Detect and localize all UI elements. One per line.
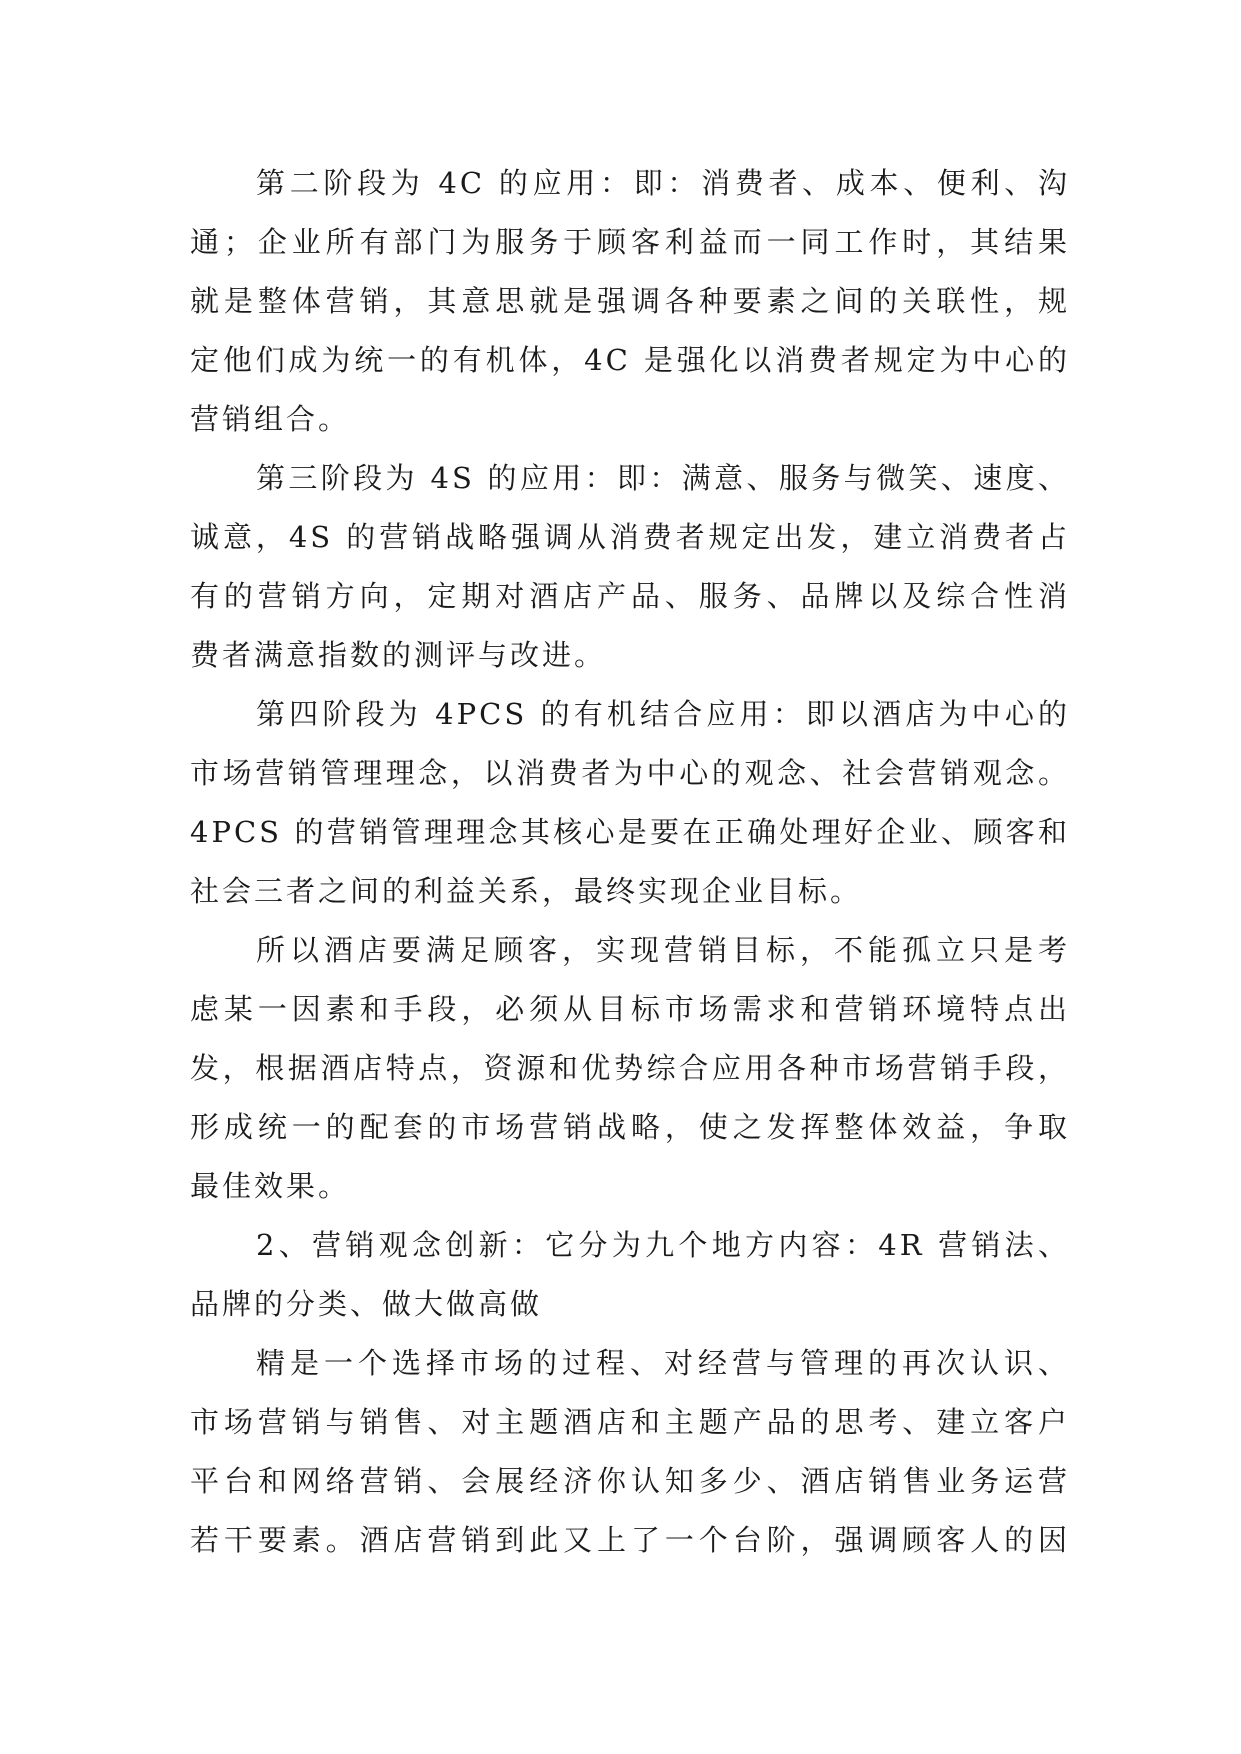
text-line: 4PCS 的营销管理理念其核心是要在正确处理好企业、顾客和 (190, 815, 1070, 849)
text-line: 若干要素。酒店营销到此又上了一个台阶，强调顾客人的因 (190, 1523, 1070, 1557)
paragraph-4c-stage (190, 154, 1070, 449)
text-line: 形成统一的配套的市场营销战略，使之发挥整体效益，争取 (190, 1110, 1070, 1144)
text-line: 虑某一因素和手段，必须从目标市场需求和营销环境特点出 (190, 992, 1070, 1026)
paragraph-marketing-innovation (190, 1216, 1070, 1334)
text-line: 平台和网络营销、会展经济你认知多少、酒店销售业务运营 (190, 1464, 1070, 1498)
body-text (190, 154, 1070, 1570)
paragraph-4s-stage (190, 449, 1070, 685)
text-line: 精是一个选择市场的过程、对经营与管理的再次认识、 (256, 1346, 1070, 1380)
text-line: 定他们成为统一的有机体，4C 是强化以消费者规定为中心的 (190, 343, 1070, 377)
text-line: 第二阶段为 4C 的应用：即：消费者、成本、便利、沟 (256, 166, 1070, 200)
text-line: 最佳效果。 (190, 1169, 351, 1203)
text-line: 所以酒店要满足顾客，实现营销目标，不能孤立只是考 (256, 933, 1070, 967)
text-line: 品牌的分类、做大做高做 (190, 1287, 543, 1321)
text-line: 就是整体营销，其意思就是强调各种要素之间的关联性，规 (190, 284, 1070, 318)
text-line: 营销组合。 (190, 402, 351, 436)
text-line: 发，根据酒店特点，资源和优势综合应用各种市场营销手段， (190, 1051, 1070, 1085)
text-line: 诚意，4S 的营销战略强调从消费者规定出发，建立消费者占 (190, 520, 1070, 554)
paragraph-market-selection (190, 1334, 1070, 1570)
text-line: 第三阶段为 4S 的应用：即：满意、服务与微笑、速度、 (256, 461, 1070, 495)
text-line: 市场营销与销售、对主题酒店和主题产品的思考、建立客户 (190, 1405, 1070, 1439)
text-line: 费者满意指数的测评与改进。 (190, 638, 607, 672)
paragraph-4pcs-stage (190, 685, 1070, 921)
text-line: 通；企业所有部门为服务于顾客利益而一同工作时，其结果 (190, 225, 1070, 259)
text-line: 2、营销观念创新：它分为九个地方内容：4R 营销法、 (256, 1228, 1070, 1262)
text-line: 有的营销方向，定期对酒店产品、服务、品牌以及综合性消 (190, 579, 1070, 613)
paragraph-conclusion (190, 921, 1070, 1216)
text-line: 第四阶段为 4PCS 的有机结合应用：即以酒店为中心的 (256, 697, 1070, 731)
text-line: 社会三者之间的利益关系，最终实现企业目标。 (190, 874, 863, 908)
text-line: 市场营销管理理念，以消费者为中心的观念、社会营销观念。 (190, 756, 1070, 790)
